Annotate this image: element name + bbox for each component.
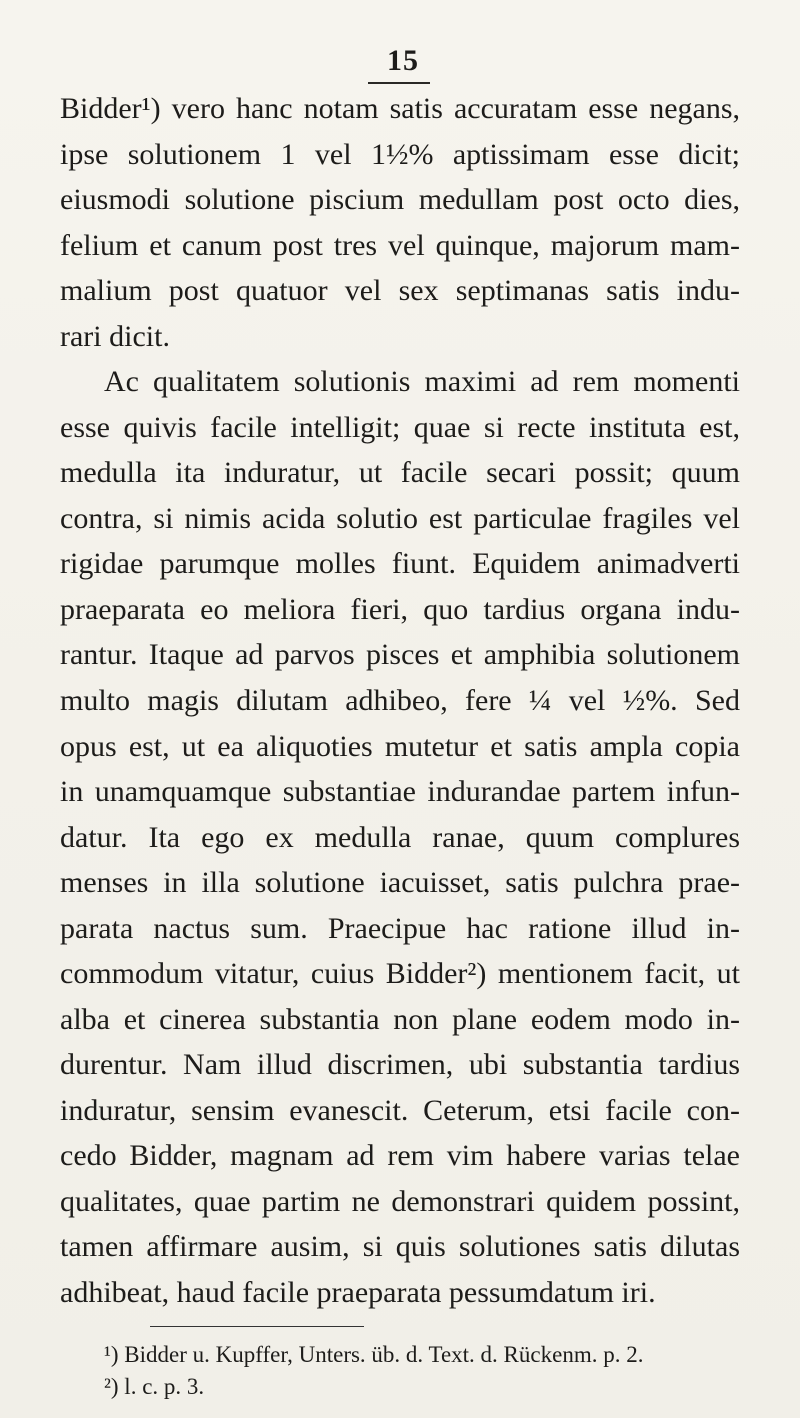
text-line: datur. Ita ego ex medulla ranae, quum complures — [60, 821, 740, 854]
text-line: in unamquamque substantiae indurandae partem infun- — [60, 775, 740, 808]
text-line: multo magis dilutam adhibeo, fere ¼ vel ½%. Sed — [60, 684, 740, 717]
footnote: ¹) Bidder u. Kupffer, Unters. üb. d. Text. d. Rückenm. p. 2. — [104, 1342, 644, 1367]
text-line: malium post quatuor vel sex septimanas satis indu- — [60, 274, 740, 307]
text-line: ipse solutionem 1 vel 1½% aptissimam esse dicit; — [60, 138, 740, 171]
text-line: qualitates, quae partim ne demonstrari quidem possint, — [60, 1185, 740, 1218]
text-line: parata nactus sum. Praecipue hac ratione illud in- — [60, 912, 740, 945]
text-line: rigidae parumque molles fiunt. Equidem animadverti — [60, 547, 740, 580]
footnote: ²) l. c. p. 3. — [104, 1374, 205, 1399]
text-line: induratur, sensim evanescit. Ceterum, etsi facile con- — [60, 1094, 740, 1127]
text-line: opus est, ut ea aliquoties mutetur et satis ampla copia — [60, 730, 740, 763]
text-line: adhibeat, haud facile praeparata pessumdatum iri. — [60, 1276, 656, 1309]
text-line: eiusmodi solutione piscium medullam post octo dies, — [60, 183, 740, 216]
page-number: 15 — [387, 44, 419, 77]
footnote-divider — [150, 1326, 364, 1327]
text-line: praeparata eo meliora fieri, quo tardius organa indu- — [60, 593, 740, 626]
text-line: esse quivis facile intelligit; quae si recte instituta est, — [60, 411, 740, 444]
text-line: medulla ita induratur, ut facile secari possit; quum — [60, 456, 740, 489]
text-line: rantur. Itaque ad parvos pisces et amphibia solutionem — [60, 638, 740, 671]
text-line: felium et canum post tres vel quinque, majorum mam- — [60, 229, 740, 262]
text-line: Ac qualitatem solutionis maximi ad rem momenti — [104, 365, 740, 398]
text-line: durentur. Nam illud discrimen, ubi substantia tardius — [60, 1048, 740, 1081]
text-line: cedo Bidder, magnam ad rem vim habere varias telae — [60, 1139, 740, 1172]
text-line: Bidder¹) vero hanc notam satis accuratam esse negans, — [60, 92, 740, 125]
page-number-underline — [368, 82, 430, 84]
text-line: menses in illa solutione iacuisset, satis pulchra prae- — [60, 866, 740, 899]
text-line: commodum vitatur, cuius Bidder²) mentionem facit, ut — [60, 957, 740, 990]
text-line: rari dicit. — [60, 320, 170, 353]
text-line: contra, si nimis acida solutio est particulae fragiles vel — [60, 502, 740, 535]
text-line: alba et cinerea substantia non plane eodem modo in- — [60, 1003, 740, 1036]
text-line: tamen affirmare ausim, si quis solutiones satis dilutas — [60, 1230, 740, 1263]
